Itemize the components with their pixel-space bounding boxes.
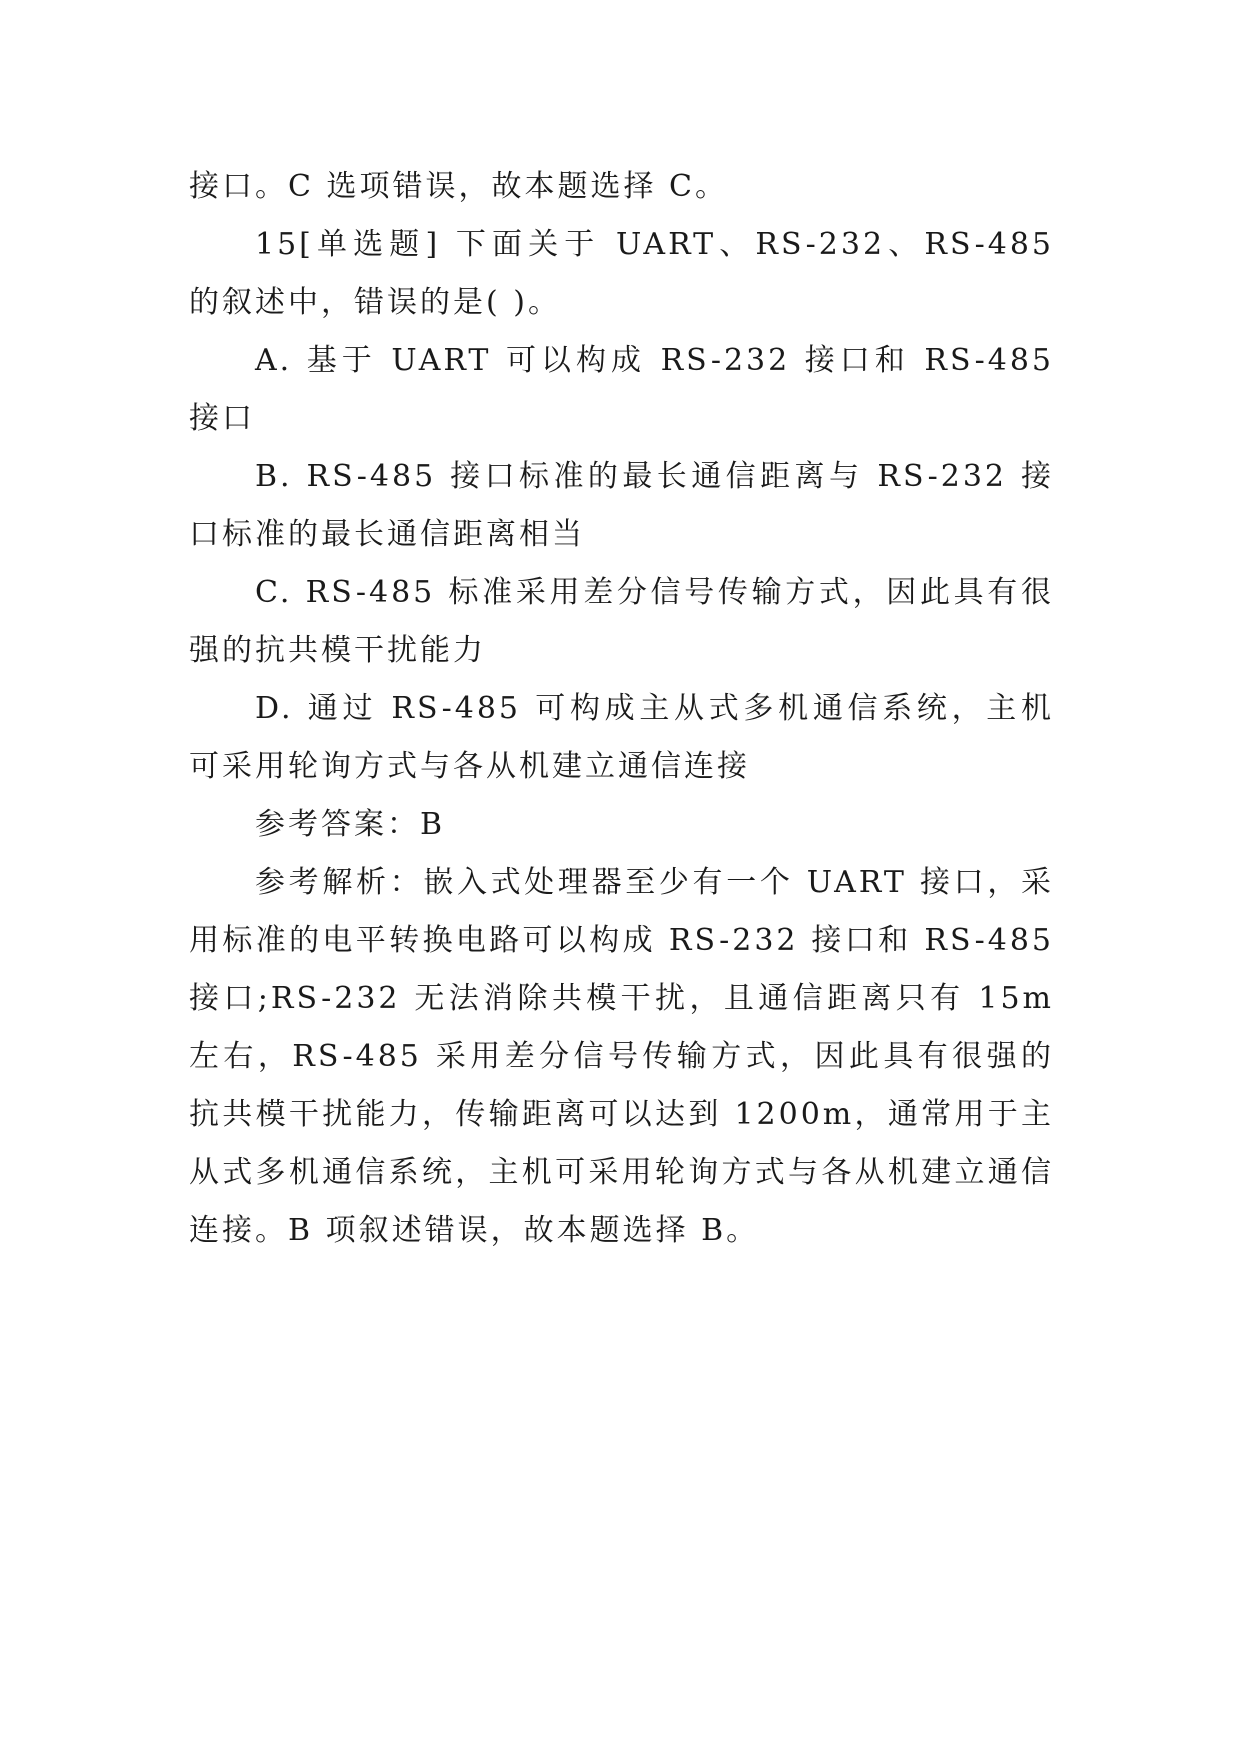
option-c: C. RS-485 标准采用差分信号传输方式，因此具有很强的抗共模干扰能力 bbox=[189, 575, 1054, 668]
question-15-stem: 15[单选题] 下面关于 UART、RS-232、RS-485 的叙述中，错误的是( )。 bbox=[189, 227, 1054, 320]
reference-explanation: 参考解析：嵌入式处理器至少有一个 UART 接口，采用标准的电平转换电路可以构成 RS-232 接口和 RS-485 接口;RS-232 无法消除共模干扰，且通信距离只有 15m 左右，RS-485 采用差分信号传输方式，因此具有很强的抗共模干扰能力，传输距离可以达到 1200m，通常用于主从式多机通信系统，主机可采用轮询方式与各从机建立通信连接。B 项叙述错误，故本题选择 B。 bbox=[189, 865, 1054, 1248]
paragraph-previous-answer-tail: 接口。C 选项错误，故本题选择 C。 bbox=[189, 169, 728, 204]
option-a: A. 基于 UART 可以构成 RS-232 接口和 RS-485 接口 bbox=[189, 343, 1054, 436]
document-body bbox=[189, 158, 1054, 1260]
reference-answer: 参考答案：B bbox=[255, 807, 446, 842]
option-d: D. 通过 RS-485 可构成主从式多机通信系统，主机可采用轮询方式与各从机建立通信连接 bbox=[189, 691, 1054, 784]
option-b: B. RS-485 接口标准的最长通信距离与 RS-232 接口标准的最长通信距离相当 bbox=[189, 459, 1054, 552]
